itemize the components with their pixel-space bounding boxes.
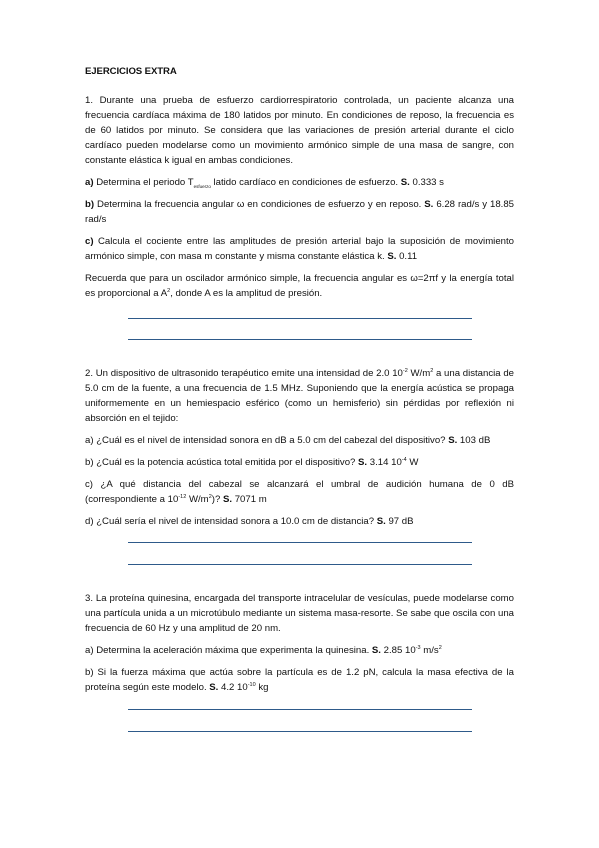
answer-line <box>128 542 472 543</box>
ex2-b-answer: 3.14 10 <box>367 457 402 468</box>
ex3-part-b <box>85 665 514 695</box>
ex1-a-text: Determina el periodo T <box>93 177 194 188</box>
ex1-b-answer: 6.28 rad/s y 18.85 rad/s <box>85 199 514 225</box>
ex2-c-text: c) ¿A qué distancia del cabezal se alcanzará el umbral de audición humana de 0 dB (correspondiente a 10 <box>85 479 514 505</box>
ex2-intro-superscript: 2 <box>430 367 434 374</box>
ex2-d-answer: 97 dB <box>385 516 414 527</box>
ex2-d-text: d) ¿Cuál sería el nivel de intensidad sonora a 10.0 cm de distancia? <box>85 516 377 527</box>
ex1-b-text: Determina la frecuencia angular ω en condiciones de esfuerzo y en reposo. <box>94 199 425 210</box>
ex3-a-solution-label: S. <box>371 645 381 656</box>
ex2-d-solution-label: S. <box>376 516 386 527</box>
ex1-c-text: Calcula el cociente entre las amplitudes de presión arterial bajo la suposición de movimiento armónico simple, con masa m constante y misma constante elástica k. <box>85 236 514 262</box>
ex2-c-unit: W/m <box>186 494 209 505</box>
ex1-note-superscript: 2 <box>167 287 171 294</box>
ex2-part-d <box>85 514 514 529</box>
answer-line <box>128 709 472 710</box>
ex1-a-label: a) <box>85 177 94 188</box>
ex3-a-unit-superscript: 2 <box>438 644 442 651</box>
answer-line <box>128 564 472 565</box>
ex3-b-solution-label: S. <box>209 682 219 693</box>
ex2-intro-text: 2. Un dispositivo de ultrasonido terapéutico emite una intensidad de 2.0 10 <box>85 368 403 379</box>
ex1-part-b <box>85 197 514 227</box>
ex2-a-solution-label: S. <box>448 435 458 446</box>
ex2-c-solution-label: S. <box>222 494 233 505</box>
ex2-intro-unit: W/m <box>407 368 431 379</box>
ex1-a-subscript: esfuerzo <box>193 183 211 189</box>
ex2-intro <box>85 366 514 426</box>
ex1-note <box>85 271 514 301</box>
ex1-a-answer: 0.333 s <box>409 177 444 188</box>
ex2-b-answer-superscript: -4 <box>401 456 407 463</box>
ex1-part-c <box>85 234 514 264</box>
ex3-a-answer: 2.85 10 <box>380 645 416 656</box>
ex3-a-answer-unit: m/s <box>420 645 439 656</box>
ex1-b-solution-label: S. <box>424 199 434 210</box>
ex2-b-solution-label: S. <box>358 457 368 468</box>
ex3-a-text: a) Determina la aceleración máxima que experimenta la quinesina. <box>85 645 372 656</box>
ex1-c-label: c) <box>85 236 94 247</box>
ex2-c-superscript: -12 <box>178 493 187 500</box>
ex1-a-text-end: latido cardíaco en condiciones de esfuerzo. <box>210 177 401 188</box>
ex2-part-b <box>85 455 514 470</box>
answer-line <box>128 731 472 732</box>
ex2-b-text: b) ¿Cuál es la potencia acústica total emitida por el dispositivo? <box>85 457 359 468</box>
ex3-b-answer-superscript: -10 <box>247 681 256 688</box>
ex1-b-label: b) <box>85 199 95 210</box>
answer-line <box>128 339 472 340</box>
ex2-intro-text-end: a una distancia de 5.0 cm de la fuente, a una frecuencia de 1.5 MHz. Suponiendo que la energía acústica se propaga uniformemente en un hemiespacio esférico (como un hemisferio) sin pérdidas por reflexión ni absorción en el tejido: <box>85 368 514 424</box>
ex1-c-answer: 0.11 <box>396 251 418 262</box>
ex1-intro: 1. Durante una prueba de esfuerzo cardiorrespiratorio controlada, un paciente alcanza una frecuencia cardíaca máxima de 180 latidos por minuto. En condiciones de reposo, la frecuencia es de 60 latidos por minuto. Se considera que las variaciones de presión arterial durante el ciclo cardíaco pueden modelarse como un movimiento armónico simple de una masa de sangre, con constante elástica k igual en ambas condiciones. <box>85 95 514 166</box>
document-heading: EJERCICIOS EXTRA <box>85 66 177 77</box>
ex1-c-solution-label: S. <box>387 251 397 262</box>
ex2-c-text-end: )? <box>211 494 223 505</box>
ex2-part-a <box>85 433 514 448</box>
ex2-a-answer: 103 dB <box>457 435 491 446</box>
ex3-b-answer-unit: kg <box>255 682 269 693</box>
ex3-b-text: b) Si la fuerza máxima que actúa sobre la partícula es de 1.2 pN, calcula la masa efectiva de la proteína según este modelo. <box>85 667 514 693</box>
ex3-a-answer-superscript: -3 <box>415 644 421 651</box>
ex1-note-text-end: , donde A es la amplitud de presión. <box>170 288 323 299</box>
ex3-part-a <box>85 643 514 658</box>
ex2-c-answer: 7071 m <box>232 494 267 505</box>
ex3-intro: 3. La proteína quinesina, encargada del transporte intracelular de vesículas, puede modelarse como una partícula unida a un microtúbulo mediante un sistema masa-resorte. Se sabe que oscila con una frecuencia de 60 Hz y una amplitud de 20 nm. <box>85 593 514 634</box>
ex3-b-answer: 4.2 10 <box>218 682 248 693</box>
ex2-part-c <box>85 477 514 507</box>
document-content <box>85 66 514 732</box>
ex2-a-text: a) ¿Cuál es el nivel de intensidad sonora en dB a 5.0 cm del cabezal del dispositivo? <box>85 435 449 446</box>
ex2-c-superscript: 2 <box>208 493 212 500</box>
ex1-a-solution-label: S. <box>400 177 410 188</box>
ex2-b-answer-unit: W <box>406 457 419 468</box>
answer-line <box>128 318 472 319</box>
ex2-intro-superscript: -2 <box>402 367 408 374</box>
ex1-note-text: Recuerda que para un oscilador armónico simple, la frecuencia angular es ω=2πf y la energía total es proporcional a A <box>85 273 514 299</box>
ex1-part-a <box>85 175 514 190</box>
